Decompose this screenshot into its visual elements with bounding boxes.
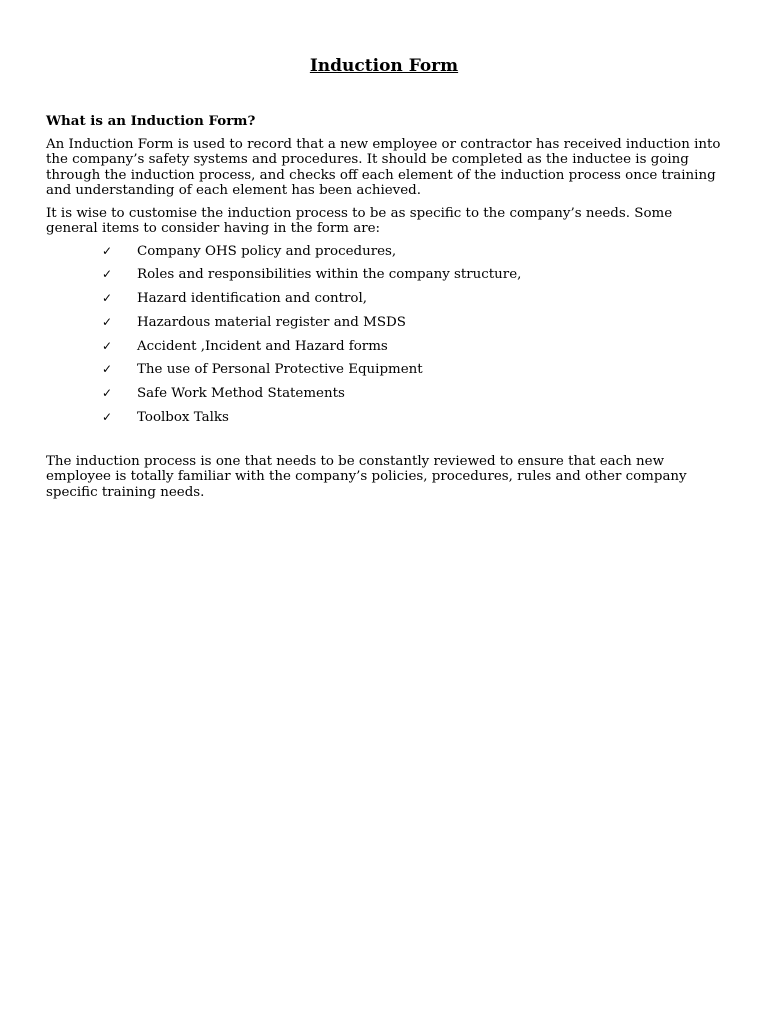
list-item — [46, 267, 726, 283]
list-item — [46, 339, 726, 355]
closing-paragraph: The induction process is one that needs to be constantly reviewed to ensure that each new employee is totally familiar with the company’s policies, procedures, rules and other company specific training needs. — [46, 453, 687, 500]
checkmark-icon: ✓ — [102, 243, 113, 258]
checkmark-icon: ✓ — [102, 267, 113, 282]
checkmark-icon: ✓ — [102, 410, 113, 425]
list-item — [46, 315, 726, 331]
induction-checklist — [46, 244, 726, 426]
list-item — [46, 410, 726, 426]
section-heading: What is an Induction Form? — [46, 113, 256, 129]
checkmark-icon: ✓ — [102, 338, 113, 353]
document-body — [46, 114, 726, 507]
list-item-label: Company OHS policy and procedures, — [137, 243, 397, 259]
checkmark-icon: ✓ — [102, 362, 113, 377]
list-item — [46, 386, 726, 402]
list-intro-paragraph: It is wise to customise the induction process to be as specific to the company’s needs. Some general items to consider having in the form are: — [46, 205, 673, 236]
list-item — [46, 244, 726, 260]
list-item-label: Roles and responsibilities within the company structure, — [137, 267, 522, 283]
checkmark-icon: ✓ — [102, 314, 113, 329]
list-item — [46, 291, 726, 307]
document-title: Induction Form — [309, 56, 459, 76]
list-item-label: Accident ,Incident and Hazard forms — [137, 338, 388, 354]
checkmark-icon: ✓ — [102, 291, 113, 306]
intro-paragraph: An Induction Form is used to record that a new employee or contractor has received induction into the company’s safety systems and procedures. It should be completed as the inductee is going through the induction process, and checks off each element of the induction process once training and understanding of each element has been achieved. — [46, 136, 721, 198]
list-item-label: Hazardous material register and MSDS — [137, 314, 406, 330]
list-item-label: Safe Work Method Statements — [137, 386, 345, 402]
list-item-label: The use of Personal Protective Equipment — [137, 362, 423, 378]
list-item-label: Hazard identification and control, — [137, 291, 368, 307]
checkmark-icon: ✓ — [102, 386, 113, 401]
list-item — [46, 362, 726, 378]
list-item-label: Toolbox Talks — [137, 410, 229, 426]
